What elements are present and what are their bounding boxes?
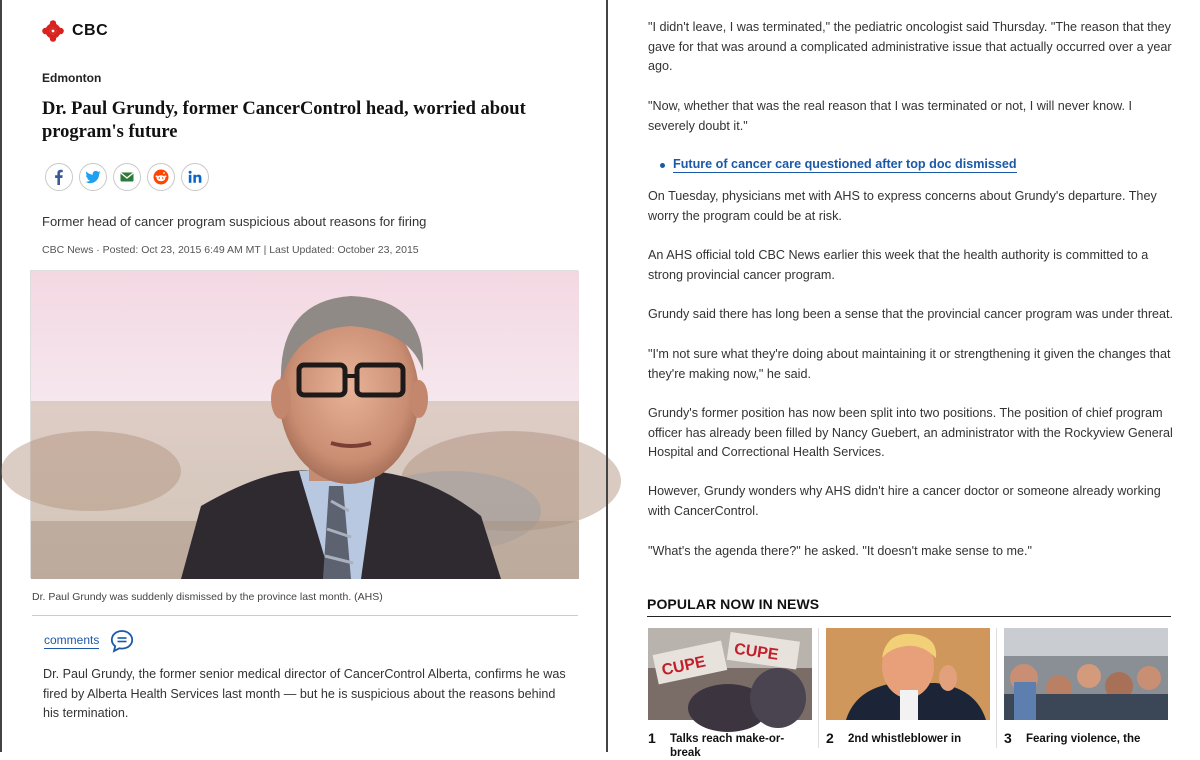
popular-rank: 1 xyxy=(648,730,656,746)
article-headline: Dr. Paul Grundy, former CancerControl head, worried about program's future xyxy=(42,99,526,142)
body-paragraph: "What's the agenda there?" he asked. "It doesn't make sense to me." xyxy=(648,544,1032,558)
email-icon xyxy=(119,169,135,185)
popular-news-card[interactable] xyxy=(648,628,812,758)
share-twitter-button[interactable] xyxy=(79,163,107,191)
body-paragraph: "I didn't leave, I was terminated," the pediatric oncologist said Thursday. "The reason that they gave for that was around a complicated administrative issue that actually occurred over a year ago. xyxy=(648,20,1172,73)
news-thumbnail xyxy=(648,628,812,720)
article-left-column xyxy=(0,0,604,752)
popular-news-card[interactable] xyxy=(826,628,990,758)
comment-bubble-icon[interactable] xyxy=(109,628,135,654)
popular-rank: 3 xyxy=(1004,730,1012,746)
article-lead-paragraph: Dr. Paul Grundy, the former senior medical director of CancerControl Alberta, confirms he was fired by Alberta Health Services last month — but he is suspicious about the reasons behind his termination. xyxy=(43,667,566,720)
cbc-logo[interactable] xyxy=(42,20,108,42)
comments-link[interactable]: comments xyxy=(44,633,100,647)
linkedin-icon xyxy=(187,169,203,185)
body-paragraph: Grundy said there has long been a sense that the provincial cancer program was under threat. xyxy=(648,307,1174,321)
body-paragraph: An AHS official told CBC News earlier this week that the health authority is committed to a strong provincial cancer program. xyxy=(648,248,1149,282)
svg-text:CUPE: CUPE xyxy=(660,653,708,680)
popular-title: Fearing violence, the xyxy=(1026,733,1141,745)
facebook-icon xyxy=(51,169,67,185)
related-story xyxy=(660,157,1017,173)
svg-text:CUPE: CUPE xyxy=(733,640,780,664)
twitter-icon xyxy=(85,169,101,185)
article-deck: Former head of cancer program suspicious about reasons for firing xyxy=(42,214,427,229)
card-divider xyxy=(818,628,819,748)
comments-row xyxy=(44,628,135,654)
popular-news-heading: POPULAR NOW IN NEWS xyxy=(647,596,1171,617)
popular-title: 2nd whistleblower in xyxy=(848,733,962,745)
reddit-icon xyxy=(153,169,169,185)
article-byline: CBC News · Posted: Oct 23, 2015 6:49 AM MT | Last Updated: October 23, 2015 xyxy=(42,244,419,256)
related-story-link[interactable]: Future of cancer care questioned after top doc dismissed xyxy=(673,157,1017,171)
share-bar xyxy=(45,163,209,191)
caption-divider xyxy=(32,615,578,616)
popular-title: Talks reach make-or-break xyxy=(670,733,785,759)
popular-news-card[interactable] xyxy=(1004,628,1168,758)
news-thumbnail xyxy=(826,628,990,720)
news-thumbnail xyxy=(1004,628,1168,720)
article-photo xyxy=(30,270,578,578)
photo-caption: Dr. Paul Grundy was suddenly dismissed by the province last month. (AHS) xyxy=(32,591,383,603)
brand-name: CBC xyxy=(72,22,109,39)
share-email-button[interactable] xyxy=(113,163,141,191)
share-reddit-button[interactable] xyxy=(147,163,175,191)
section-label[interactable]: Edmonton xyxy=(42,71,102,85)
body-paragraph: However, Grundy wonders why AHS didn't hire a cancer doctor or someone already working with CancerControl. xyxy=(648,484,1161,518)
share-facebook-button[interactable] xyxy=(45,163,73,191)
cbc-gem-icon xyxy=(42,20,64,42)
body-paragraph: "I'm not sure what they're doing about maintaining it or strengthening it given the changes that they're making now," he said. xyxy=(648,347,1171,381)
article-right-column xyxy=(606,0,1200,759)
body-paragraph: "Now, whether that was the real reason that I was terminated or not, I will never know. I severely doubt it." xyxy=(648,99,1132,133)
card-divider xyxy=(996,628,997,748)
share-linkedin-button[interactable] xyxy=(181,163,209,191)
popular-news-list xyxy=(648,628,1168,758)
bullet-icon xyxy=(660,163,665,168)
body-paragraph: On Tuesday, physicians met with AHS to express concerns about Grundy's departure. They worry the program could be at risk. xyxy=(648,189,1157,223)
body-paragraph: Grundy's former position has now been split into two positions. The position of chief program officer has already been filled by Nancy Guebert, an administrator with the Rockyview General Hospital and Correctional Health Services. xyxy=(648,406,1173,459)
popular-rank: 2 xyxy=(826,730,834,746)
